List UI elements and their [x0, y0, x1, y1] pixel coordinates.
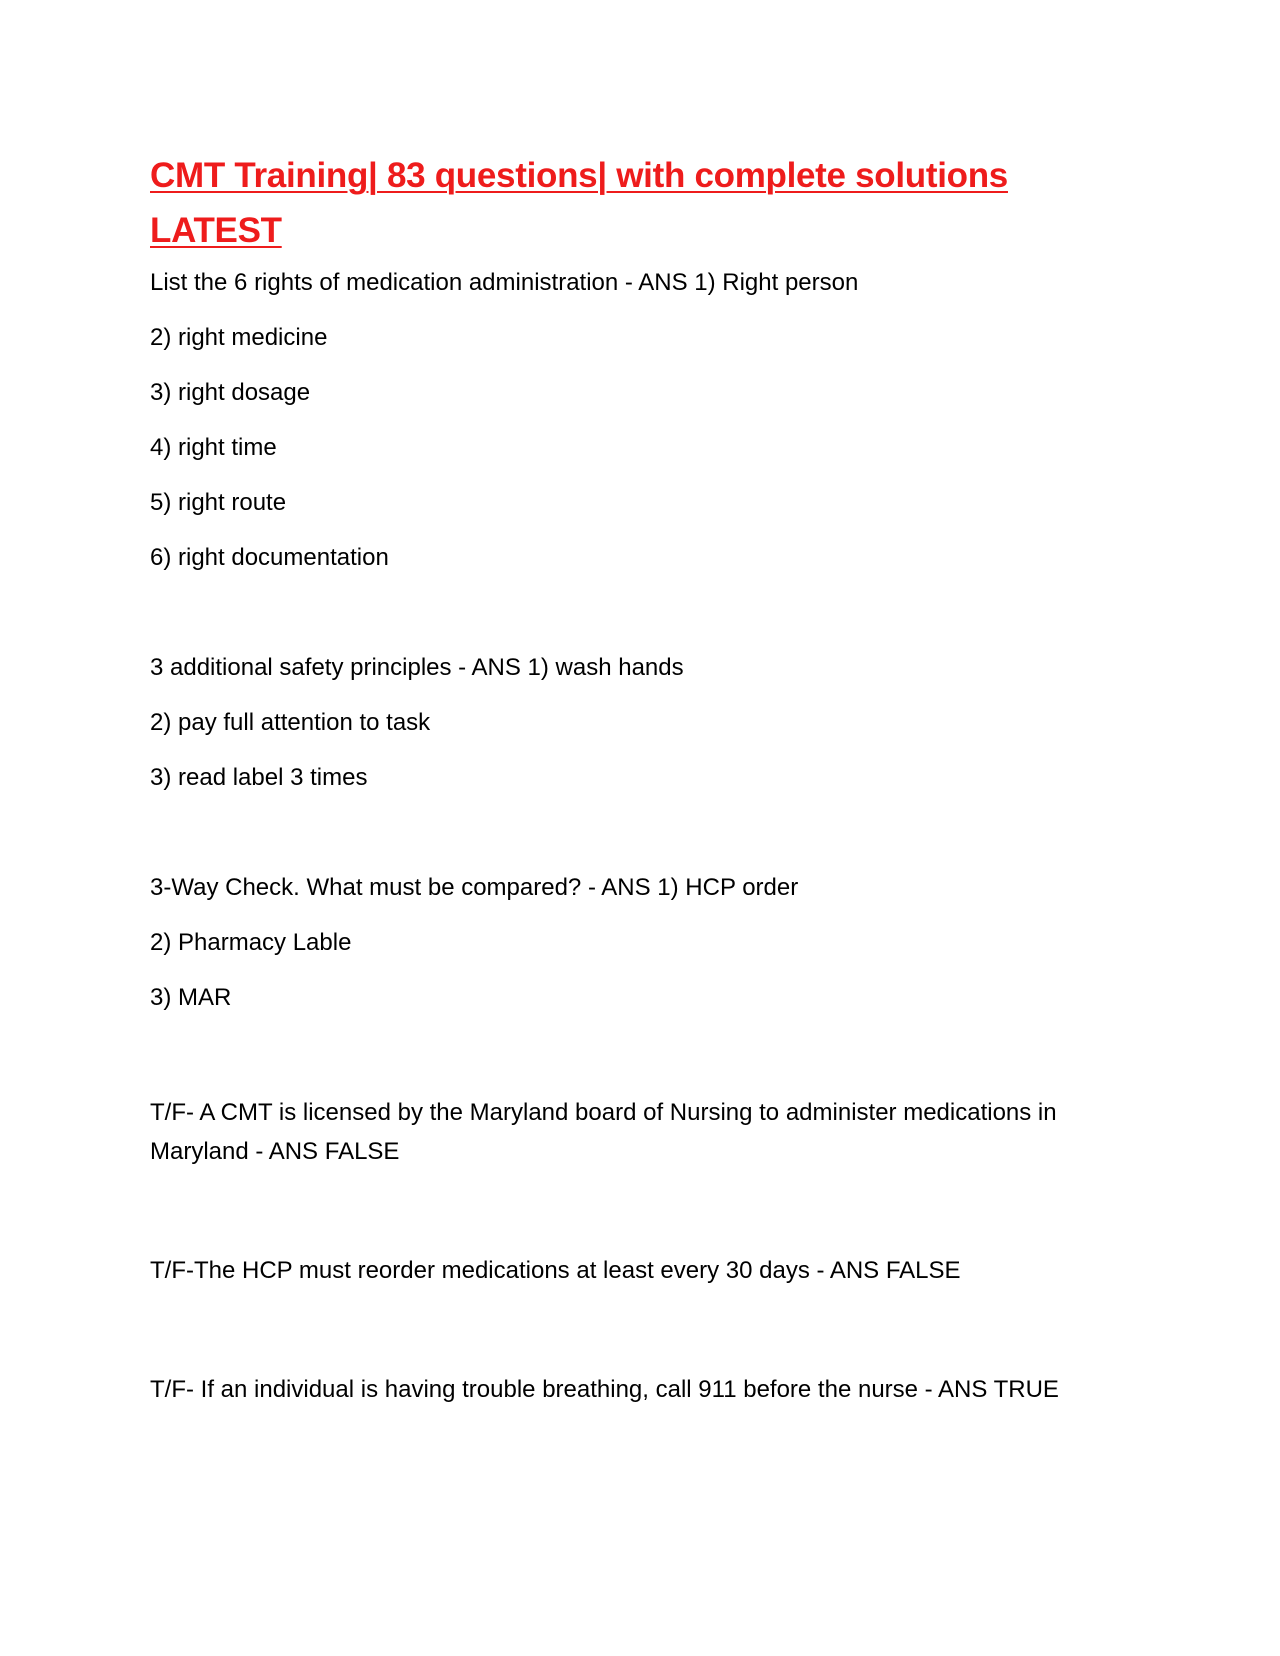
paragraph-gap: [150, 818, 1100, 873]
answer-line: 3) MAR: [150, 984, 232, 1011]
answer-line: 3) right dosage: [150, 379, 311, 406]
qa-block-three-way-check: [150, 873, 1100, 1013]
true-false-question: T/F-The HCP must reorder medications at least every 30 days - ANS FALSE: [150, 1257, 961, 1284]
qa-block-six-rights: [150, 268, 1100, 573]
answer-line: 2) pay full attention to task: [150, 709, 431, 736]
true-false-question: T/F- A CMT is licensed by the Maryland board of Nursing to administer medications in Maryland - ANS FALSE: [150, 1099, 1057, 1165]
paragraph-gap: [150, 1038, 1100, 1093]
question-line: 3-Way Check. What must be compared? - ANS 1) HCP order: [150, 874, 799, 901]
answer-line: 2) right medicine: [150, 324, 328, 351]
paragraph-gap: [150, 1315, 1100, 1370]
answer-line: 6) right documentation: [150, 544, 389, 571]
paragraph-gap: [150, 1196, 1100, 1251]
true-false-question: T/F- If an individual is having trouble breathing, call 911 before the nurse - ANS TRUE: [150, 1376, 1059, 1403]
answer-line: 5) right route: [150, 489, 287, 516]
paragraph-gap: [150, 598, 1100, 653]
question-line: List the 6 rights of medication administration - ANS 1) Right person: [150, 269, 859, 296]
document-title: CMT Training| 83 questions| with complete solutions LATEST: [150, 156, 1008, 250]
answer-line: 2) Pharmacy Lable: [150, 929, 352, 956]
document-page: [150, 148, 1100, 1434]
question-line: 3 additional safety principles - ANS 1) wash hands: [150, 654, 684, 681]
qa-block-safety-principles: [150, 653, 1100, 793]
answer-line: 4) right time: [150, 434, 277, 461]
answer-line: 3) read label 3 times: [150, 764, 368, 791]
